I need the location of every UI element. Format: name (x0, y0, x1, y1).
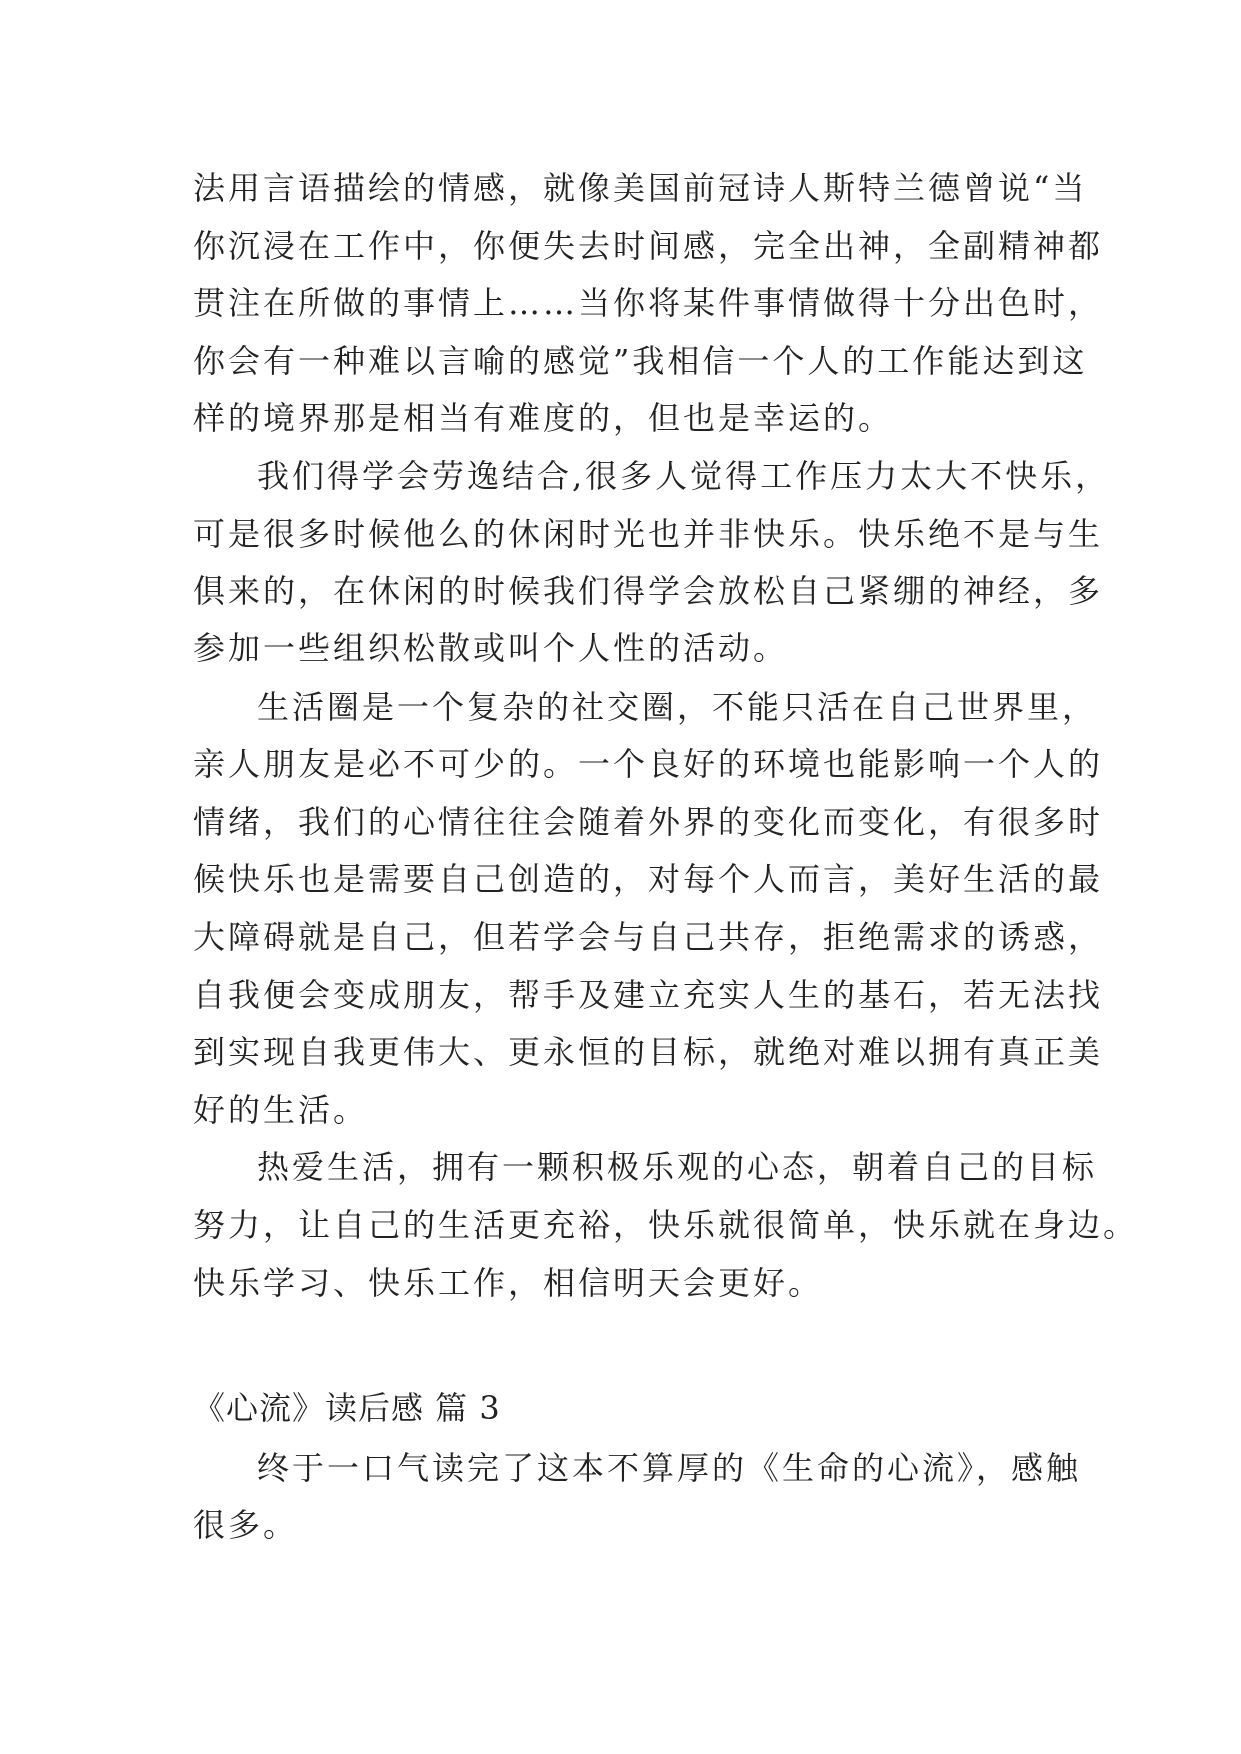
paragraph-1-line-1: 法用言语描绘的情感，就像美国前冠诗人斯特兰德曾说“当 (193, 169, 1088, 207)
paragraph-4-line-3: 快乐学习、快乐工作，相信明天会更好。 (193, 1264, 824, 1302)
paragraph-2-line-3: 俱来的，在休闲的时候我们得学会放松自己紧绷的神经，多 (193, 572, 1104, 610)
paragraph-1-line-3: 贯注在所做的事情上……当你将某件事情做得十分出色时， (193, 284, 1104, 322)
section-heading: 《心流》读后感 篇 3 (193, 1389, 501, 1427)
paragraph-1-line-5: 样的境界那是相当有难度的，但也是幸运的。 (193, 399, 894, 437)
paragraph-3-line-6: 自我便会变成朋友，帮手及建立充实人生的基石，若无法找 (193, 976, 1104, 1014)
paragraph-3-line-7: 到实现自我更伟大、更永恒的目标，就绝对难以拥有真正美 (193, 1033, 1104, 1071)
paragraph-3-line-1: 生活圈是一个复杂的社交圈，不能只活在自己世界里， (257, 688, 1098, 726)
paragraph-2-line-4: 参加一些组织松散或叫个人性的活动。 (193, 629, 789, 667)
paragraph-3-line-4: 候快乐也是需要自己创造的，对每个人而言，美好生活的最 (193, 860, 1104, 898)
paragraph-5-line-1: 终于一口气读完了这本不算厚的《生命的心流》，感触 (257, 1449, 1082, 1487)
paragraph-1-line-4: 你会有一种难以言喻的感觉”我相信一个人的工作能达到这 (193, 342, 1088, 380)
paragraph-3-line-5: 大障碍就是自己，但若学会与自己共存，拒绝需求的诱惑， (193, 918, 1104, 956)
paragraph-3-line-3: 情绪，我们的心情往往会随着外界的变化而变化，有很多时 (193, 803, 1104, 841)
paragraph-3-line-2: 亲人朋友是必不可少的。一个良好的环境也能影响一个人的 (193, 745, 1104, 783)
paragraph-3-line-8: 好的生活。 (193, 1091, 369, 1129)
paragraph-2-line-2: 可是很多时候他么的休闲时光也并非快乐。快乐绝不是与生 (193, 515, 1104, 553)
paragraph-1-line-2: 你沉浸在工作中，你便失去时间感，完全出神，全副精神都 (193, 227, 1104, 265)
paragraph-5-line-2: 很多。 (193, 1506, 299, 1544)
paragraph-4-line-1: 热爱生活，拥有一颗积极乐观的心态，朝着自己的目标 (257, 1148, 1098, 1186)
paragraph-2-line-1: 我们得学会劳逸结合,很多人觉得工作压力太大不快乐， (257, 457, 1111, 495)
paragraph-4-line-2: 努力，让自己的生活更充裕，快乐就很简单，快乐就在身边。 (193, 1206, 1139, 1244)
